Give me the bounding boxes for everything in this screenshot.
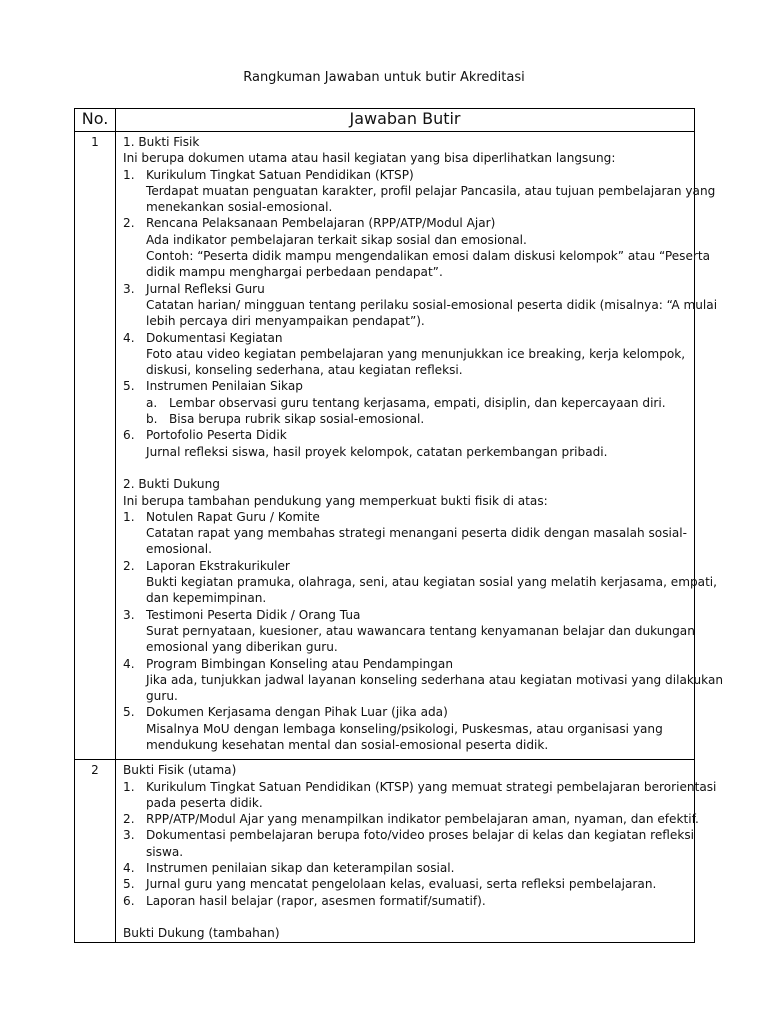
item-number: 2. [123,216,135,231]
item-text: guru. [146,689,178,704]
list-item [123,827,694,860]
item-number: 3. [123,828,135,843]
item-text: Kurikulum Tingkat Satuan Pendidikan (KTSP) yang memuat strategi pembelajaran berorientasi [146,779,717,794]
section-heading: Bukti Dukung (tambahan) [123,926,280,941]
row-answer [116,760,717,942]
section-intro: Ini berupa dokumen utama atau hasil kegiatan yang bisa diperlihatkan langsung: [123,151,616,166]
item-text: Jika ada, tunjukkan jadwal layanan konseling sederhana atau kegiatan motivasi yang dilakukan [146,672,724,687]
item-number: 3. [123,281,135,296]
item-title: Dokumen Kerjasama dengan Pihak Luar (jika ada) [146,705,448,720]
item-text: emosional. [146,542,212,557]
sub-item [146,411,690,427]
list-item [123,427,690,460]
header-no: No. [75,109,116,132]
item-title: Portofolio Peserta Didik [146,428,287,443]
item-title: Instrumen Penilaian Sikap [146,379,303,394]
item-number: 5. [123,379,135,394]
sub-item [146,395,690,411]
list-item [123,704,690,753]
item-title: Testimoni Peserta Didik / Orang Tua [146,607,361,622]
item-title: Notulen Rapat Guru / Komite [146,509,320,524]
item-text: Dokumentasi pembelajaran berupa foto/video proses belajar di kelas dan kegiatan refleksi [146,828,694,843]
item-text: dan kepemimpinan. [146,591,267,606]
sub-item-letter: b. [146,412,158,427]
item-number: 4. [123,861,135,876]
section-heading: 1. Bukti Fisik [123,135,200,149]
item-text: didik mampu menghargai perbedaan pendapat”. [146,265,443,280]
list-item [123,330,690,379]
item-text: siswa. [146,844,184,859]
sub-item-text: Lembar observasi guru tentang kerjasama, empati, disiplin, dan kepercayaan diri. [169,395,666,410]
item-number: 3. [123,607,135,622]
item-text: emosional yang diberikan guru. [146,640,338,655]
item-text: Misalnya MoU dengan lembaga konseling/psikologi, Puskesmas, atau organisasi yang [146,721,663,736]
item-text: Jurnal refleksi siswa, hasil proyek kelompok, catatan perkembangan pribadi. [146,444,608,459]
sub-item-letter: a. [146,395,158,410]
list-item [123,558,718,607]
list-item [123,779,717,812]
list-item [123,607,695,656]
spacer [123,909,690,925]
section-heading: 2. Bukti Dukung [123,477,220,492]
section-heading: Bukti Fisik (utama) [123,763,237,778]
item-title: Laporan Ekstrakurikuler [146,558,290,573]
sub-item-text: Bisa berupa rubrik sikap sosial-emosional. [169,412,425,427]
spacer [123,460,690,476]
item-text: mendukung kesehatan mental dan sosial-emosional peserta didik. [146,737,549,752]
item-text: Surat pernyataan, kuesioner, atau wawancara tentang kenyamanan belajar dan dukungan [146,623,695,638]
item-number: 2. [123,812,135,827]
item-number: 4. [123,656,135,671]
item-text: Bukti kegiatan pramuka, olahraga, seni, atau kegiatan sosial yang melatih kerjasama, empati, [146,575,718,590]
item-text: lebih percaya diri menyampaikan pendapat”). [146,314,425,329]
item-number: 6. [123,428,135,443]
list-item [123,167,716,216]
list-item [123,656,724,705]
list-item [123,215,711,280]
table-row [75,132,695,760]
row-answer [116,132,724,760]
item-number: 2. [123,558,135,573]
list-item [123,876,690,892]
item-text: Ada indikator pembelajaran terkait sikap sosial dan emosional. [146,232,527,247]
document-title: Rangkuman Jawaban untuk butir Akreditasi [243,70,525,85]
item-title: Kurikulum Tingkat Satuan Pendidikan (KTSP) [146,167,414,182]
item-text: diskusi, konseling sederhana, atau kegiatan refleksi. [146,363,463,378]
item-text: RPP/ATP/Modul Ajar yang menampilkan indikator pembelajaran aman, nyaman, dan efektif. [146,812,699,827]
item-title: Dokumentasi Kegiatan [146,330,283,345]
list-item [123,893,690,909]
list-item [123,509,690,558]
answers-table [74,108,724,943]
item-number: 1. [123,167,135,182]
item-number: 5. [123,705,135,720]
list-item [123,281,718,330]
item-number: 4. [123,330,135,345]
section-intro: Ini berupa tambahan pendukung yang memperkuat bukti fisik di atas: [123,493,548,508]
header-jawaban: Jawaban Butir [116,109,695,132]
row-number: 2 [75,760,116,942]
item-text: Jurnal guru yang mencatat pengelolaan kelas, evaluasi, serta refleksi pembelajaran. [146,877,657,892]
item-text: Foto atau video kegiatan pembelajaran yang menunjukkan ice breaking, kerja kelompok, [146,346,686,361]
item-number: 1. [123,509,135,524]
item-text: Contoh: “Peserta didik mampu mengendalikan emosi dalam diskusi kelompok” atau “Peserta [146,249,711,264]
item-text: Instrumen penilaian sikap dan keterampilan sosial. [146,861,455,876]
item-number: 5. [123,877,135,892]
item-text: Catatan harian/ mingguan tentang perilaku sosial-emosional peserta didik (misalnya: “A mulai [146,297,718,312]
item-title: Jurnal Refleksi Guru [146,281,265,296]
item-text: Catatan rapat yang membahas strategi menangani peserta didik dengan masalah sosial- [146,526,688,541]
list-item [123,378,690,427]
row-number: 1 [75,132,116,760]
list-item [123,860,690,876]
item-title: Program Bimbingan Konseling atau Pendampingan [146,656,454,671]
table-header-row [75,109,695,132]
list-item [123,811,699,827]
item-number: 6. [123,893,135,908]
table-row [75,760,695,942]
item-text: menekankan sosial-emosional. [146,200,333,215]
item-title: Rencana Pelaksanaan Pembelajaran (RPP/ATP/Modul Ajar) [146,216,496,231]
item-text: Laporan hasil belajar (rapor, asesmen formatif/sumatif). [146,893,486,908]
item-text: Terdapat muatan penguatan karakter, profil pelajar Pancasila, atau tujuan pembelajaran yang [146,183,716,198]
item-text: pada peserta didik. [146,795,263,810]
item-number: 1. [123,779,135,794]
